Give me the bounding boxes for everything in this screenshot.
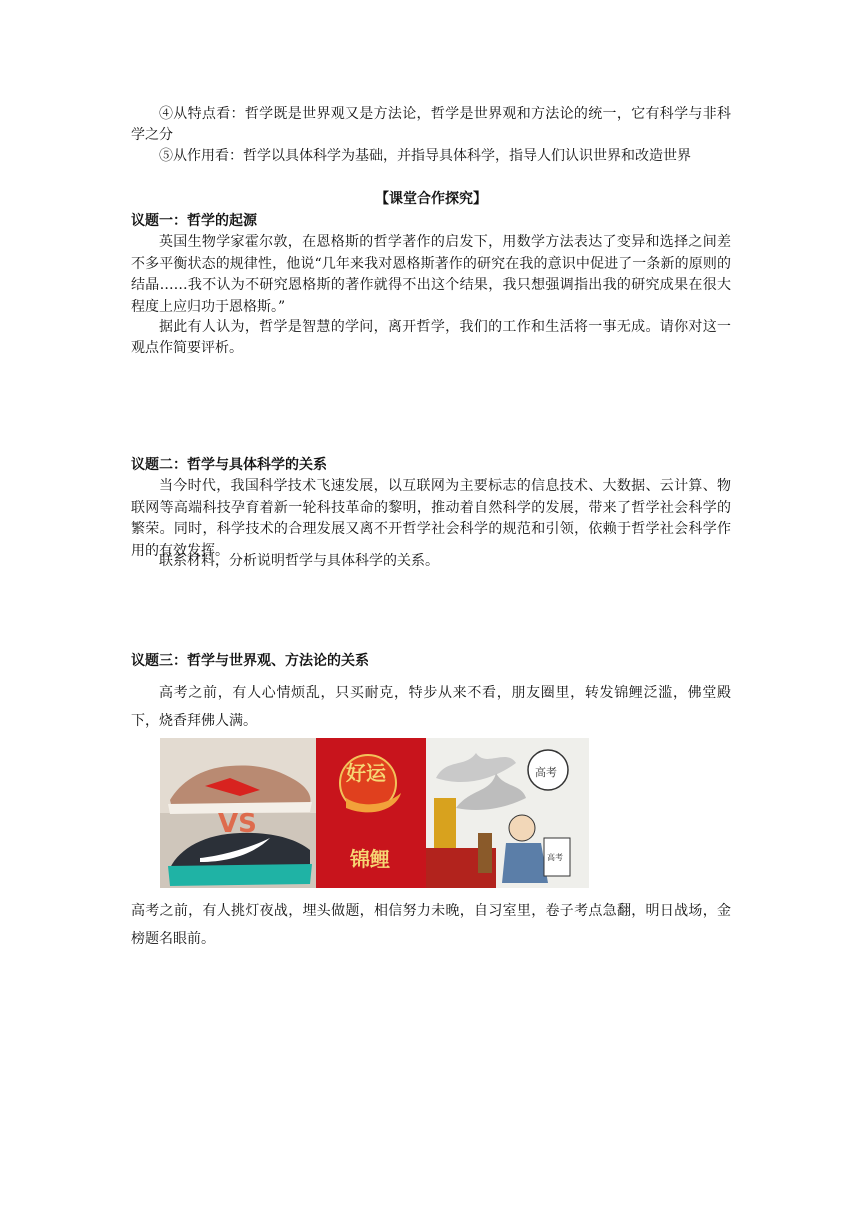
point-5: ⑤从作用看：哲学以具体科学为基础，并指导具体科学，指导人们认识世界和改造世界 xyxy=(159,148,691,164)
topic3-material-2: 高考之前，有人挑灯夜战，埋头做题，相信努力未晚，自习室里，卷子考点急翻，明日战场，金榜题名眼前。 xyxy=(131,903,731,947)
topic2-material: 当今时代，我国科学技术飞速发展，以互联网为主要标志的信息技术、大数据、云计算、物联网等高端科技孕育着新一轮科技革命的黎明，推动着自然科学的发展，带来了哲学社会科学的繁荣。同时，科学技术的合理发展又离不开哲学社会科学的规范和引领，依赖于哲学社会科学作用的有效发挥。 xyxy=(131,478,731,559)
point-4: ④从特点看：哲学既是世界观又是方法论，哲学是世界观和方法论的统一，它有科学与非科学之分 xyxy=(131,106,731,143)
vs-label: VS xyxy=(218,809,257,839)
koi-image xyxy=(316,738,426,888)
shoes-vs-image xyxy=(160,738,316,888)
incense-cartoon-illustration xyxy=(426,738,589,888)
topic1-material: 英国生物学家霍尔敦，在恩格斯的哲学著作的启发下，用数学方法表达了变异和选择之间差不多平衡状态的规律性，他说“几年来我对恩格斯著作的研究在我的意识中促进了一条新的原则的结晶……我不认为不研究恩格斯的著作就得不出这个结果，我只想强调指出我的研究成果在很大程度上应归功于恩格斯。” xyxy=(131,234,731,315)
topic2-heading: 议题二：哲学与具体科学的关系 xyxy=(131,457,327,473)
koi-bottom-text: 锦鲤 xyxy=(350,847,390,871)
scroll-text: 高考 xyxy=(547,853,563,862)
section-title: 【课堂合作探究】 xyxy=(375,191,487,207)
bubble-text: 高考 xyxy=(535,766,557,779)
koi-illustration xyxy=(316,738,426,888)
topic3-illustration xyxy=(160,738,589,888)
koi-top-text: 好运 xyxy=(346,761,386,785)
incense-cartoon-image xyxy=(426,738,589,888)
topic3-material-1: 高考之前，有人心情烦乱，只买耐克，特步从来不看，朋友圈里，转发锦鲤泛滥，佛堂殿下，烧香拜佛人满。 xyxy=(131,685,731,729)
topic1-heading: 议题一：哲学的起源 xyxy=(131,213,257,229)
topic3-heading: 议题三：哲学与世界观、方法论的关系 xyxy=(131,653,369,669)
topic1-question: 据此有人认为，哲学是智慧的学问，离开哲学，我们的工作和生活将一事无成。请你对这一观点作简要评析。 xyxy=(131,319,731,356)
topic2-question: 联系材料，分析说明哲学与具体科学的关系。 xyxy=(159,553,439,569)
shoes-illustration xyxy=(160,738,316,888)
